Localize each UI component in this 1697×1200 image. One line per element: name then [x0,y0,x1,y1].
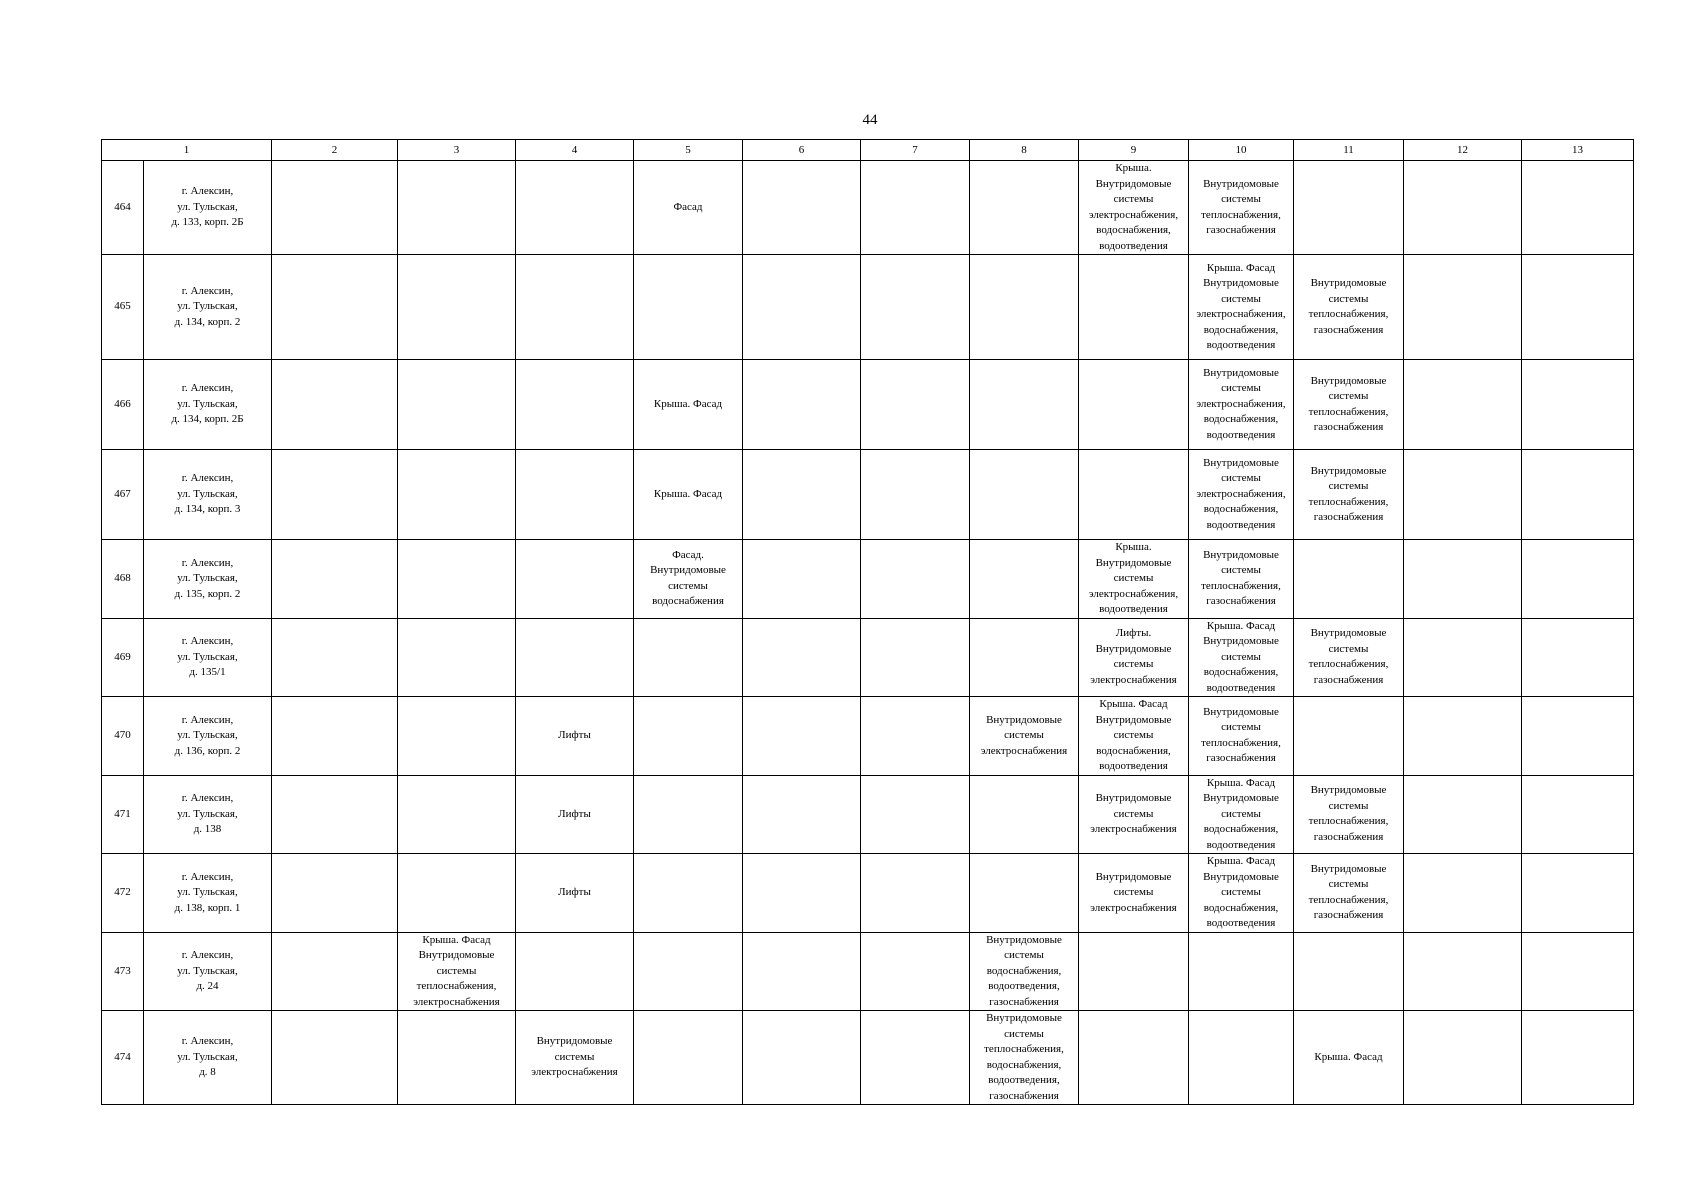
work-cell-col-7 [861,255,970,360]
work-cell-col-3 [398,450,516,540]
work-cell-col-2 [272,540,398,619]
work-cell-col-2 [272,255,398,360]
work-cell-col-4: Внутридомовые системы электроснабжения [516,1011,634,1105]
work-cell-col-10: Крыша. Фасад Внутридомовые системы электроснабжения, водоснабжения, водоотведения [1189,255,1294,360]
work-cell-col-9: Крыша. Фасад Внутридомовые системы водоснабжения, водоотведения [1079,697,1189,776]
row-number: 469 [102,618,144,697]
work-cell-col-7 [861,932,970,1011]
work-cell-col-8 [970,854,1079,933]
address-cell: г. Алексин, ул. Тульская, д. 134, корп. 2Б [144,360,272,450]
work-cell-col-9 [1079,450,1189,540]
work-cell-col-12 [1404,932,1522,1011]
header-cell-12: 12 [1404,140,1522,161]
address-cell: г. Алексин, ул. Тульская, д. 134, корп. 2 [144,255,272,360]
work-cell-col-8 [970,255,1079,360]
work-cell-col-10: Внутридомовые системы теплоснабжения, газоснабжения [1189,697,1294,776]
row-number: 468 [102,540,144,619]
work-cell-col-13 [1522,618,1634,697]
work-cell-col-12 [1404,618,1522,697]
address-cell: г. Алексин, ул. Тульская, д. 138, корп. 1 [144,854,272,933]
work-cell-col-3 [398,360,516,450]
work-cell-col-6 [743,255,861,360]
work-cell-col-9: Внутридомовые системы электроснабжения [1079,775,1189,854]
work-cell-col-10: Крыша. Фасад Внутридомовые системы водоснабжения, водоотведения [1189,775,1294,854]
address-cell: г. Алексин, ул. Тульская, д. 134, корп. 3 [144,450,272,540]
work-cell-col-7 [861,360,970,450]
work-cell-col-10: Внутридомовые системы электроснабжения, водоснабжения, водоотведения [1189,450,1294,540]
row-number: 465 [102,255,144,360]
header-cell-13: 13 [1522,140,1634,161]
work-cell-col-3 [398,854,516,933]
address-cell: г. Алексин, ул. Тульская, д. 8 [144,1011,272,1105]
work-cell-col-12 [1404,540,1522,619]
repair-schedule-table [101,139,1634,1105]
header-cell-4: 4 [516,140,634,161]
work-cell-col-4 [516,360,634,450]
work-cell-col-9 [1079,360,1189,450]
work-cell-col-6 [743,540,861,619]
work-cell-col-8 [970,618,1079,697]
address-cell: г. Алексин, ул. Тульская, д. 136, корп. 2 [144,697,272,776]
work-cell-col-6 [743,775,861,854]
work-cell-col-6 [743,697,861,776]
table-row [102,932,1634,1011]
work-cell-col-11 [1294,932,1404,1011]
row-number: 474 [102,1011,144,1105]
work-cell-col-3 [398,255,516,360]
table-row [102,697,1634,776]
work-cell-col-10 [1189,932,1294,1011]
work-cell-col-8: Внутридомовые системы электроснабжения [970,697,1079,776]
work-cell-col-2 [272,775,398,854]
work-cell-col-6 [743,854,861,933]
work-cell-col-6 [743,450,861,540]
work-cell-col-11: Внутридомовые системы теплоснабжения, газоснабжения [1294,775,1404,854]
work-cell-col-12 [1404,1011,1522,1105]
work-cell-col-6 [743,1011,861,1105]
work-cell-col-13 [1522,697,1634,776]
work-cell-col-13 [1522,255,1634,360]
row-number: 464 [102,161,144,255]
work-cell-col-2 [272,161,398,255]
work-cell-col-8 [970,450,1079,540]
work-cell-col-8 [970,540,1079,619]
table-body [102,161,1634,1105]
work-cell-col-11 [1294,540,1404,619]
work-cell-col-4 [516,450,634,540]
work-cell-col-2 [272,450,398,540]
work-cell-col-11: Внутридомовые системы теплоснабжения, газоснабжения [1294,618,1404,697]
header-cell-3: 3 [398,140,516,161]
work-cell-col-13 [1522,161,1634,255]
work-cell-col-13 [1522,540,1634,619]
address-cell: г. Алексин, ул. Тульская, д. 24 [144,932,272,1011]
work-cell-col-10: Внутридомовые системы электроснабжения, водоснабжения, водоотведения [1189,360,1294,450]
work-cell-col-8 [970,161,1079,255]
work-cell-col-3: Крыша. Фасад Внутридомовые системы теплоснабжения, электроснабжения [398,932,516,1011]
work-cell-col-7 [861,854,970,933]
header-cell-11: 11 [1294,140,1404,161]
table-row [102,450,1634,540]
work-cell-col-13 [1522,450,1634,540]
table-row [102,775,1634,854]
work-cell-col-7 [861,1011,970,1105]
work-cell-col-11: Внутридомовые системы теплоснабжения, газоснабжения [1294,255,1404,360]
work-cell-col-7 [861,775,970,854]
address-cell: г. Алексин, ул. Тульская, д. 135, корп. 2 [144,540,272,619]
header-cell-9: 9 [1079,140,1189,161]
work-cell-col-10 [1189,1011,1294,1105]
work-cell-col-11: Внутридомовые системы теплоснабжения, газоснабжения [1294,360,1404,450]
header-row [102,140,1634,161]
table-row [102,255,1634,360]
work-cell-col-12 [1404,255,1522,360]
row-number: 471 [102,775,144,854]
row-number: 472 [102,854,144,933]
work-cell-col-2 [272,697,398,776]
work-cell-col-8 [970,775,1079,854]
work-cell-col-5: Крыша. Фасад [634,450,743,540]
work-cell-col-13 [1522,854,1634,933]
work-cell-col-10: Крыша. Фасад Внутридомовые системы водоснабжения, водоотведения [1189,618,1294,697]
work-cell-col-7 [861,618,970,697]
work-cell-col-5 [634,932,743,1011]
row-number: 473 [102,932,144,1011]
work-cell-col-4: Лифты [516,697,634,776]
work-cell-col-9: Внутридомовые системы электроснабжения [1079,854,1189,933]
work-cell-col-9: Лифты. Внутридомовые системы электроснабжения [1079,618,1189,697]
work-cell-col-8 [970,360,1079,450]
work-cell-col-12 [1404,161,1522,255]
table-row [102,618,1634,697]
header-cell-5: 5 [634,140,743,161]
work-cell-col-4 [516,161,634,255]
work-cell-col-11: Внутридомовые системы теплоснабжения, газоснабжения [1294,854,1404,933]
work-cell-col-3 [398,775,516,854]
work-cell-col-4 [516,255,634,360]
work-cell-col-5: Крыша. Фасад [634,360,743,450]
work-cell-col-9 [1079,932,1189,1011]
header-cell-10: 10 [1189,140,1294,161]
work-cell-col-2 [272,1011,398,1105]
header-cell-1: 1 [102,140,272,161]
row-number: 466 [102,360,144,450]
work-cell-col-2 [272,360,398,450]
row-number: 470 [102,697,144,776]
work-cell-col-4 [516,932,634,1011]
work-cell-col-11 [1294,161,1404,255]
work-cell-col-3 [398,1011,516,1105]
work-cell-col-6 [743,618,861,697]
work-cell-col-3 [398,697,516,776]
address-cell: г. Алексин, ул. Тульская, д. 135/1 [144,618,272,697]
work-cell-col-5: Фасад [634,161,743,255]
work-cell-col-13 [1522,775,1634,854]
work-cell-col-7 [861,540,970,619]
work-cell-col-10: Внутридомовые системы теплоснабжения, газоснабжения [1189,540,1294,619]
work-cell-col-10: Внутридомовые системы теплоснабжения, газоснабжения [1189,161,1294,255]
work-cell-col-9: Крыша. Внутридомовые системы электроснабжения, водоотведения [1079,540,1189,619]
page-number: 44 [862,112,878,128]
work-cell-col-8: Внутридомовые системы водоснабжения, водоотведения, газоснабжения [970,932,1079,1011]
header-cell-2: 2 [272,140,398,161]
work-cell-col-5 [634,775,743,854]
table-header [102,140,1634,161]
address-cell: г. Алексин, ул. Тульская, д. 138 [144,775,272,854]
work-cell-col-3 [398,618,516,697]
work-cell-col-2 [272,618,398,697]
table-row [102,161,1634,255]
work-cell-col-9 [1079,255,1189,360]
row-number: 467 [102,450,144,540]
header-cell-7: 7 [861,140,970,161]
work-cell-col-5 [634,618,743,697]
header-cell-6: 6 [743,140,861,161]
work-cell-col-5 [634,854,743,933]
work-cell-col-4: Лифты [516,854,634,933]
work-cell-col-13 [1522,932,1634,1011]
work-cell-col-6 [743,932,861,1011]
work-cell-col-4 [516,540,634,619]
work-cell-col-12 [1404,775,1522,854]
work-cell-col-9 [1079,1011,1189,1105]
work-cell-col-12 [1404,360,1522,450]
work-cell-col-7 [861,161,970,255]
work-cell-col-3 [398,540,516,619]
work-cell-col-6 [743,161,861,255]
work-cell-col-4 [516,618,634,697]
work-cell-col-2 [272,932,398,1011]
work-cell-col-12 [1404,697,1522,776]
work-cell-col-12 [1404,450,1522,540]
work-cell-col-5: Фасад. Внутридомовые системы водоснабжения [634,540,743,619]
work-cell-col-11 [1294,697,1404,776]
work-cell-col-11: Внутридомовые системы теплоснабжения, газоснабжения [1294,450,1404,540]
work-cell-col-7 [861,450,970,540]
work-cell-col-4: Лифты [516,775,634,854]
work-cell-col-6 [743,360,861,450]
work-cell-col-12 [1404,854,1522,933]
work-cell-col-5 [634,1011,743,1105]
work-cell-col-11: Крыша. Фасад [1294,1011,1404,1105]
table-row [102,540,1634,619]
work-cell-col-2 [272,854,398,933]
work-cell-col-8: Внутридомовые системы теплоснабжения, водоснабжения, водоотведения, газоснабжения [970,1011,1079,1105]
table-row [102,1011,1634,1105]
work-cell-col-13 [1522,1011,1634,1105]
work-cell-col-5 [634,255,743,360]
work-cell-col-7 [861,697,970,776]
work-cell-col-5 [634,697,743,776]
header-cell-8: 8 [970,140,1079,161]
table-row [102,854,1634,933]
work-cell-col-9: Крыша. Внутридомовые системы электроснабжения, водоснабжения, водоотведения [1079,161,1189,255]
work-cell-col-10: Крыша. Фасад Внутридомовые системы водоснабжения, водоотведения [1189,854,1294,933]
work-cell-col-3 [398,161,516,255]
table-row [102,360,1634,450]
address-cell: г. Алексин, ул. Тульская, д. 133, корп. 2Б [144,161,272,255]
work-cell-col-13 [1522,360,1634,450]
